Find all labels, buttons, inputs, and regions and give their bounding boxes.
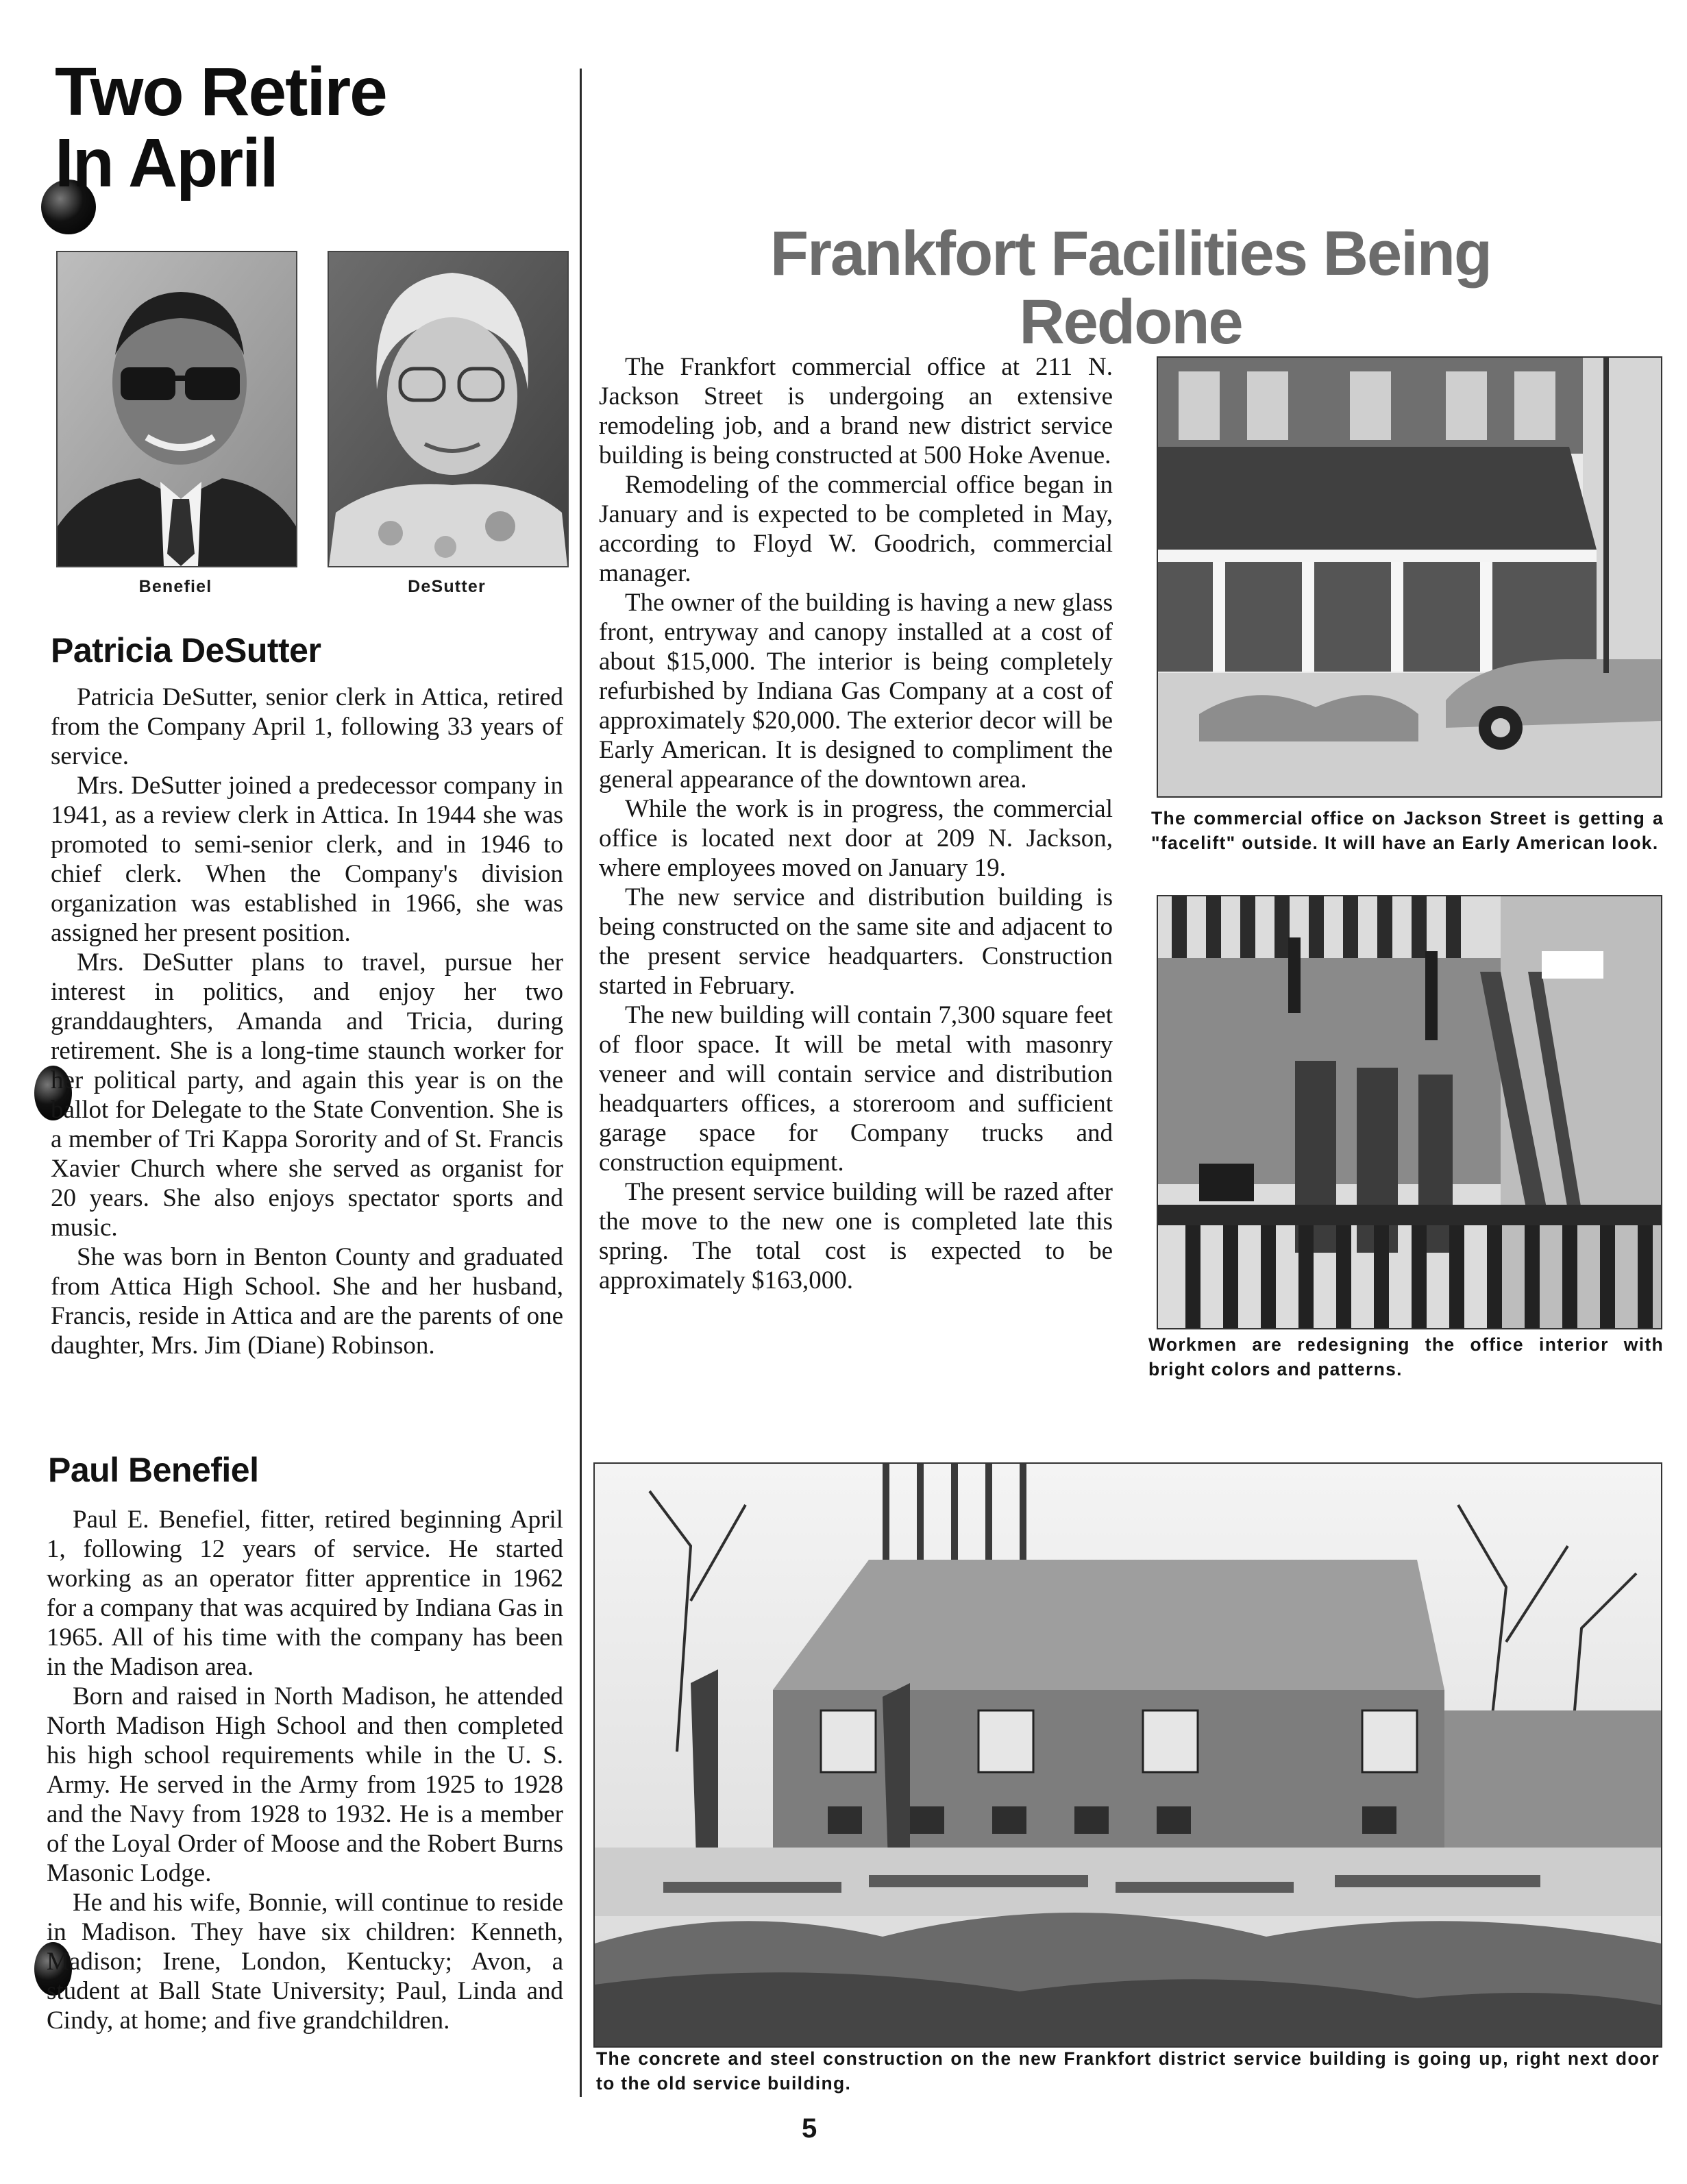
portrait-desutter-caption: DeSutter (408, 577, 486, 596)
column-divider (580, 69, 582, 2097)
left-title-line2: In April (55, 125, 278, 201)
portrait-desutter (328, 251, 569, 567)
benefiel-paragraph-1: Paul E. Benefiel, fitter, retired beginning April 1, following 12 years of service. He started working as an operator fitter apprentice in 1962 for a company that was acquired by Indiana Gas in 1965. All of his time with the company has been in the Madison area. (47, 1506, 563, 1681)
portrait-benefiel (56, 251, 297, 567)
portrait-benefiel-caption: Benefiel (138, 577, 212, 596)
desutter-paragraph-1: Patricia DeSutter, senior clerk in Attica, retired from the Company April 1, following 33 years of service. (51, 683, 563, 770)
photo-construction-site-caption: The concrete and steel construction on the new Frankfort district service building is going up, right next door to the old service building. (596, 2048, 1660, 2094)
photo-commercial-office-exterior-image (1158, 358, 1661, 796)
right-article-body (599, 352, 1113, 1295)
right-paragraph-5: The new service and distribution building is being constructed on the same site and adjacent to the present service headquarters. Construction started in February. (599, 883, 1113, 1000)
section-body-desutter (51, 683, 563, 1360)
section-body-benefiel (47, 1505, 563, 2035)
right-paragraph-6: The new building will contain 7,300 square feet of floor space. It will be metal with masonry veneer and will contain service and distribution headquarters offices, a storeroom and sufficient garage space for Company trucks and construction equipment. (599, 1001, 1113, 1177)
portrait-benefiel-image (58, 252, 296, 566)
photo-commercial-office-exterior (1157, 356, 1662, 798)
photo-construction-site-image (595, 1464, 1661, 2046)
photo-office-interior-caption: Workmen are redesigning the office interior with bright colors and patterns. (1148, 1334, 1664, 1379)
left-article-title (55, 53, 534, 201)
right-paragraph-7: The present service building will be razed after the move to the new one is completed late this spring. The total cost is expected to be approximately $163,000. (599, 1178, 1113, 1295)
photo-office-interior-image (1158, 896, 1661, 1328)
photo-office-interior (1157, 895, 1662, 1329)
desutter-paragraph-3: Mrs. DeSutter plans to travel, pursue her interest in politics, and enjoy her two granddaughters, Amanda and Tricia, during retirement. She is a long-time staunch worker for her political party, and again this year is on the ballot for Delegate to the State Convention. She is a member of Tri Kappa Sorority and of St. Francis Xavier Church where she served as organist for 20 years. She also enjoys spectator sports and music. (51, 948, 563, 1242)
photo-commercial-office-exterior-caption: The commercial office on Jackson Street is getting a "facelift" outside. It will have an Early American look. (1151, 808, 1664, 853)
portrait-desutter-image (329, 252, 567, 566)
benefiel-paragraph-3: He and his wife, Bonnie, will continue to reside in Madison. They have six children: Kenneth, Madison; Irene, London, Kentucky; Avon, a student at Ball State University; Paul, Linda and Cindy, at home; and five grandchildren. (47, 1889, 563, 2035)
page-number: 5 (802, 2113, 817, 2144)
right-paragraph-4: While the work is in progress, the commercial office is located next door at 209 N. Jackson, where employees moved on January 19. (599, 795, 1113, 882)
benefiel-paragraph-2: Born and raised in North Madison, he attended North Madison High School and then completed his high school requirements while in the U. S. Army. He served in the Army from 1925 to 1928 and the Navy from 1928 to 1932. He is a member of the Loyal Order of Moose and the Robert Burns Masonic Lodge. (47, 1682, 563, 1887)
section-heading-benefiel: Paul Benefiel (48, 1451, 259, 1489)
desutter-paragraph-4: She was born in Benton County and graduated from Attica High School. She and her husband, Francis, reside in Attica and are the parents of one daughter, Mrs. Jim (Diane) Robinson. (51, 1243, 563, 1360)
right-article-title: Frankfort Facilities Being Redone (769, 219, 1492, 357)
right-paragraph-1: The Frankfort commercial office at 211 N. Jackson Street is undergoing an extensive remodeling job, and a brand new district service building is being constructed at 500 Hoke Avenue. (599, 353, 1113, 469)
photo-construction-site (593, 1462, 1662, 2048)
left-title-line1: Two Retire (55, 53, 386, 130)
right-paragraph-3: The owner of the building is having a new glass front, entryway and canopy installed at a cost of about $15,000. The interior is being completely refurbished by Indiana Gas Company at a cost of approximately $20,000. The exterior decor will be Early American. It is designed to compliment the general appearance of the downtown area. (599, 589, 1113, 794)
right-paragraph-2: Remodeling of the commercial office began in January and is expected to be completed in May, according to Floyd W. Goodrich, commercial manager. (599, 471, 1113, 587)
desutter-paragraph-2: Mrs. DeSutter joined a predecessor company in 1941, as a review clerk in Attica. In 1944 she was promoted to semi-senior clerk, and in 1946 to chief clerk. When the Company's division organization was established in 1966, she was assigned her present position. (51, 772, 563, 947)
section-heading-desutter: Patricia DeSutter (51, 631, 321, 670)
